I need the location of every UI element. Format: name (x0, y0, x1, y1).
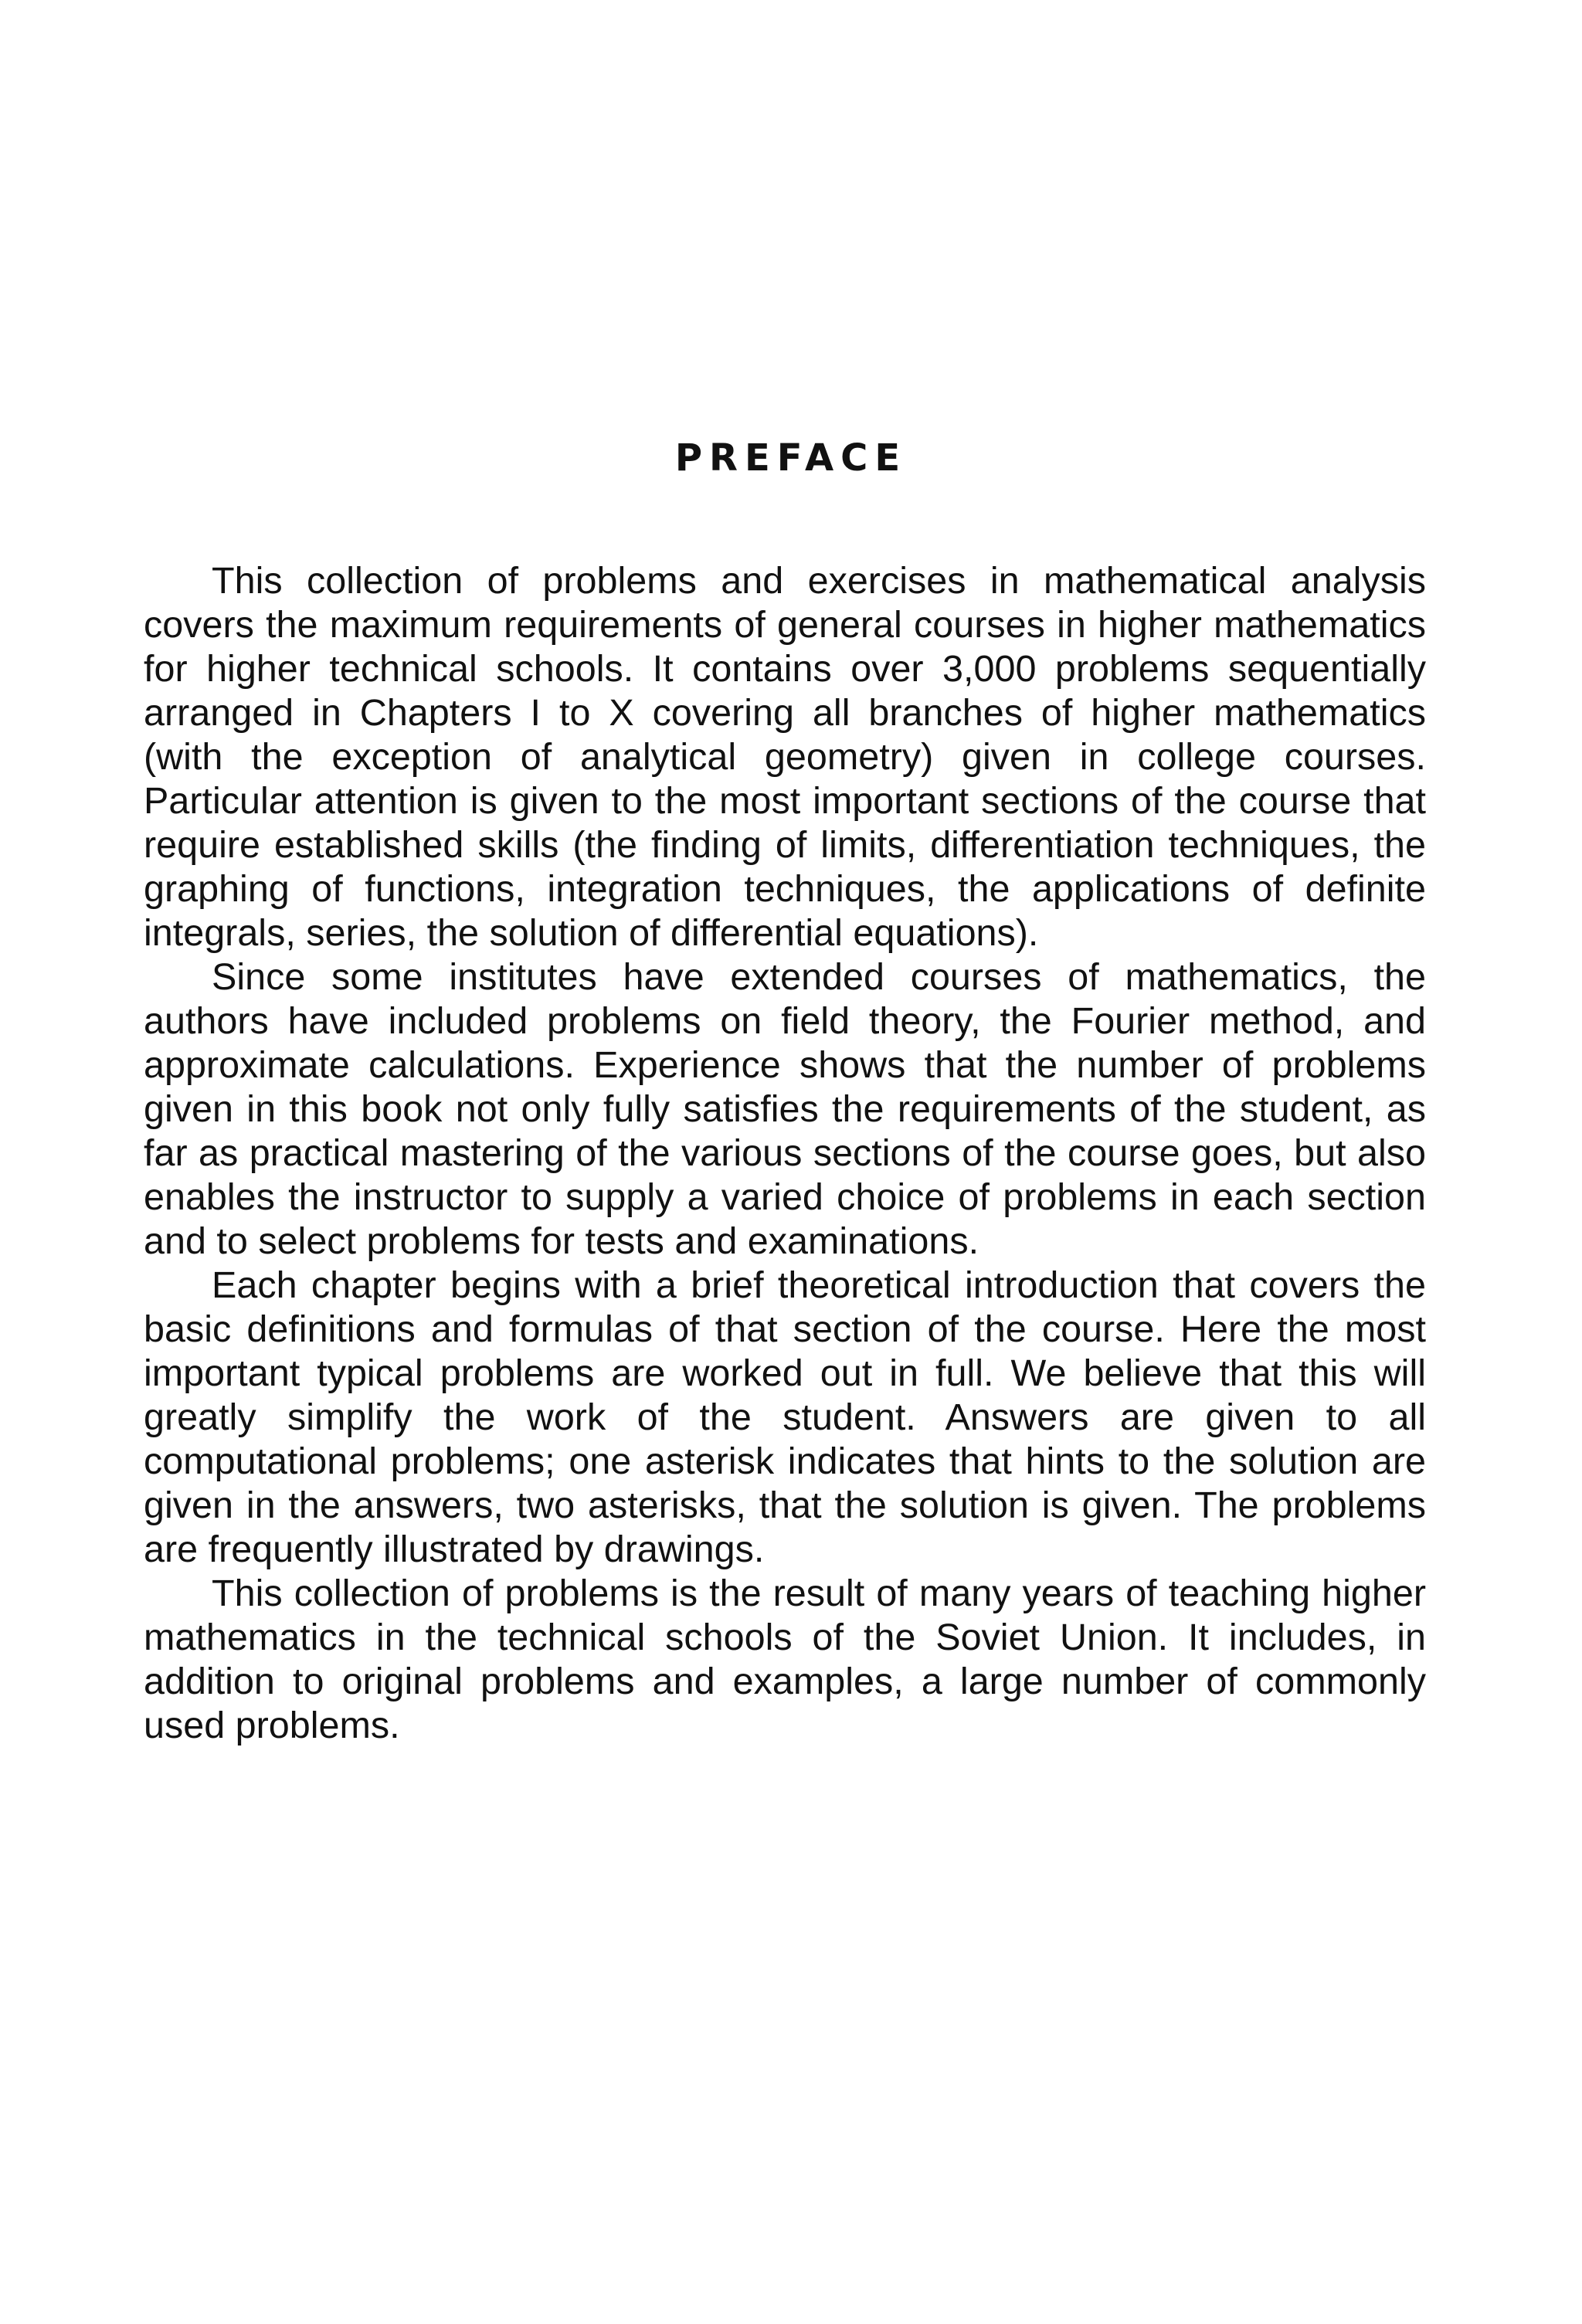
paragraph-3: Each chapter begins with a brief theoretical introduction that covers the basic definitions and formulas of that section of the course. Here the most important typical problems are worked out in full. We believe that this will greatly simplify the work of the student. Answers are given to all computational problems; one asterisk indicates that hints to the solution are given in the answers, two asterisks, that the solution is given. The problems are frequently illustrated by drawings. (144, 1264, 1426, 1570)
preface-body (144, 559, 1426, 1748)
paragraph-2: Since some institutes have extended courses of mathematics, the authors have included problems on field theory, the Fourier method, and approximate calculations. Experience shows that the number of problems given in this book not only fully satisfies the requirements of the student, as far as practical mastering of the various sections of the course goes, but also enables the instructor to supply a varied choice of problems in each section and to select problems for tests and examinations. (144, 956, 1426, 1262)
paragraph-1: This collection of problems and exercises in mathematical analysis covers the maximum requirements of general courses in higher mathematics for higher technical schools. It contains over 3,000 problems sequentially arranged in Chapters I to X covering all branches of higher mathematics (with the exception of analytical geometry) given in college courses. Particular attention is given to the most important sections of the course that require established skills (the finding of limits, differentiation techniques, the graphing of functions, integration techniques, the applications of definite integrals, series, the solution of differential equations). (144, 560, 1426, 954)
page-title: PREFACE (674, 436, 908, 480)
paragraph-4: This collection of problems is the result of many years of teaching higher mathematics in the technical schools of the Soviet Union. It includes, in addition to original problems and examples, a large number of commonly used problems. (144, 1573, 1426, 1746)
